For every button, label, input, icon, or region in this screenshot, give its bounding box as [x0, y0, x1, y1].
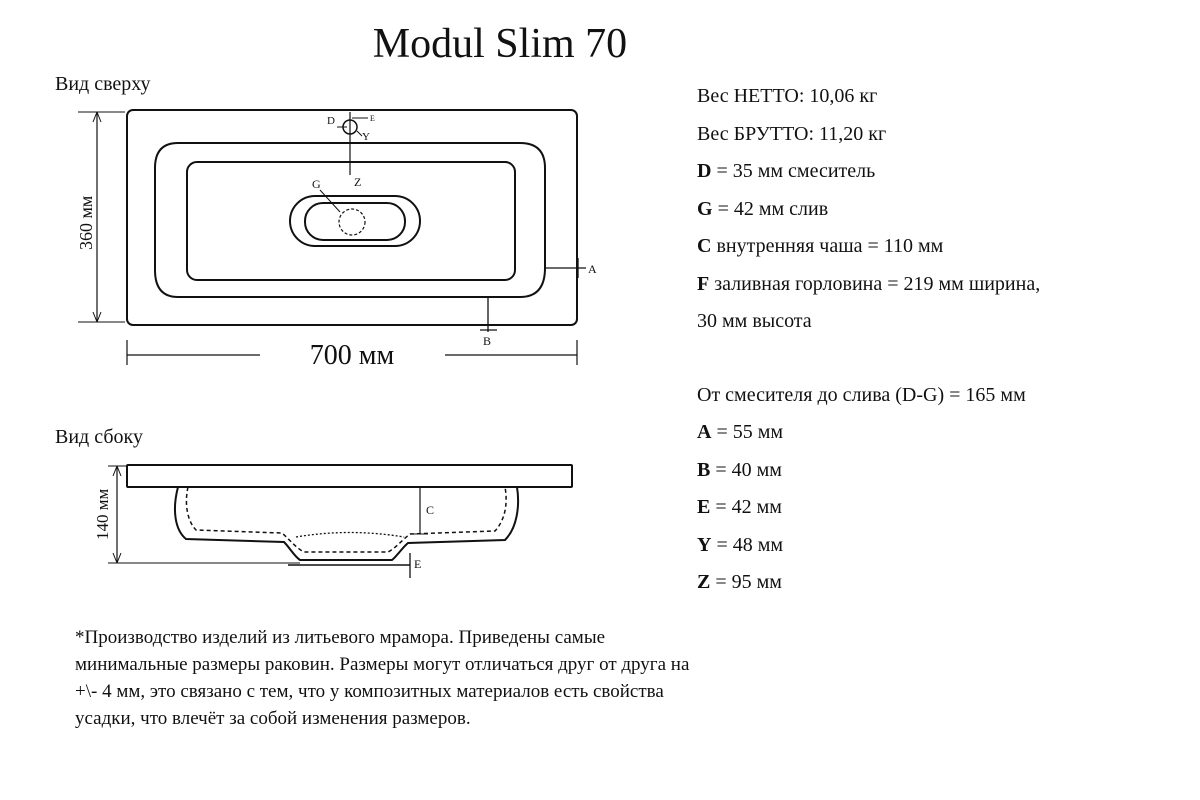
- spec-d-text: = 35 мм смеситель: [711, 160, 876, 182]
- spec-g: [697, 191, 1177, 229]
- marker-e-side: E: [414, 557, 422, 571]
- spec-c-text: внутренняя чаша = 110 мм: [711, 235, 944, 257]
- spec-f-key: F: [697, 272, 710, 295]
- side-bowl-outer: [175, 487, 518, 560]
- product-title: Modul Slim 70: [372, 21, 628, 67]
- spec-z-key: Z: [697, 571, 711, 593]
- marker-c: C: [426, 503, 435, 517]
- marker-g: G: [312, 177, 321, 191]
- marker-e: E: [370, 114, 375, 123]
- dim-height-side: 140 мм: [93, 488, 112, 540]
- spec-y: [697, 527, 1177, 565]
- spec-g-key: G: [697, 197, 713, 220]
- marker-b: B: [483, 334, 492, 348]
- side-view-label: Вид сбоку: [55, 426, 143, 448]
- spec-b-text: = 40 мм: [710, 458, 782, 481]
- spec-f: [697, 266, 1177, 304]
- side-view-labels: [93, 488, 434, 571]
- top-view-drawing: [78, 110, 586, 365]
- marker-z: Z: [354, 175, 362, 189]
- side-view-drawing: [108, 465, 572, 578]
- dim-height-top: 360 мм: [76, 195, 96, 250]
- spec-net-weight: Вес НЕТТО: 10,06 кг: [697, 85, 878, 107]
- spec-e-key: E: [697, 496, 711, 518]
- marker-y: Y: [362, 131, 370, 143]
- top-view-label: Вид сверху: [55, 73, 151, 95]
- spec-f-cont: 30 мм высота: [697, 310, 812, 332]
- spec-e-text: = 42 мм: [710, 496, 782, 518]
- spec-c-key: C: [697, 235, 712, 257]
- side-drain-grate: [296, 533, 404, 538]
- spec-z-text: = 95 мм: [710, 571, 782, 593]
- sink-technical-drawing: [0, 0, 700, 620]
- spec-d: [697, 153, 1177, 191]
- spec-z: [697, 564, 1177, 602]
- spec-y-key: Y: [697, 533, 712, 556]
- spec-c: [697, 228, 1177, 266]
- dim-width: 700 мм: [309, 340, 395, 371]
- specifications-list: [697, 78, 1177, 602]
- spec-a: [697, 414, 1177, 452]
- spec-a-text: = 55 мм: [711, 421, 784, 443]
- top-inner-bowl: [187, 162, 515, 280]
- spec-dg: От смесителя до слива (D-G) = 165 мм: [697, 383, 1026, 406]
- spec-g-text: = 42 мм слив: [712, 197, 829, 220]
- spec-d-key: D: [697, 160, 712, 182]
- spec-a-key: A: [697, 421, 712, 443]
- drain-hole: [339, 209, 365, 235]
- spec-b-key: B: [697, 458, 711, 481]
- spec-gross-weight: Вес БРУТТО: 11,20 кг: [697, 122, 887, 145]
- spec-e: [697, 489, 1177, 527]
- manufacturing-note: *Производство изделий из литьевого мрамора. Приведены самые минимальные размеры раковин. Размеры могут отличаться друг от друга на +\- 4 мм, это связано с тем, что у композитных материалов есть свойства усадки, что влечёт за собой изменения размеров.: [75, 627, 690, 729]
- side-countertop: [127, 465, 572, 487]
- spec-y-text: = 48 мм: [711, 533, 784, 556]
- marker-d: D: [327, 115, 335, 127]
- spec-b: [697, 452, 1177, 490]
- spec-f-text: заливная горловина = 219 мм ширина,: [709, 272, 1041, 295]
- marker-a: A: [588, 262, 597, 276]
